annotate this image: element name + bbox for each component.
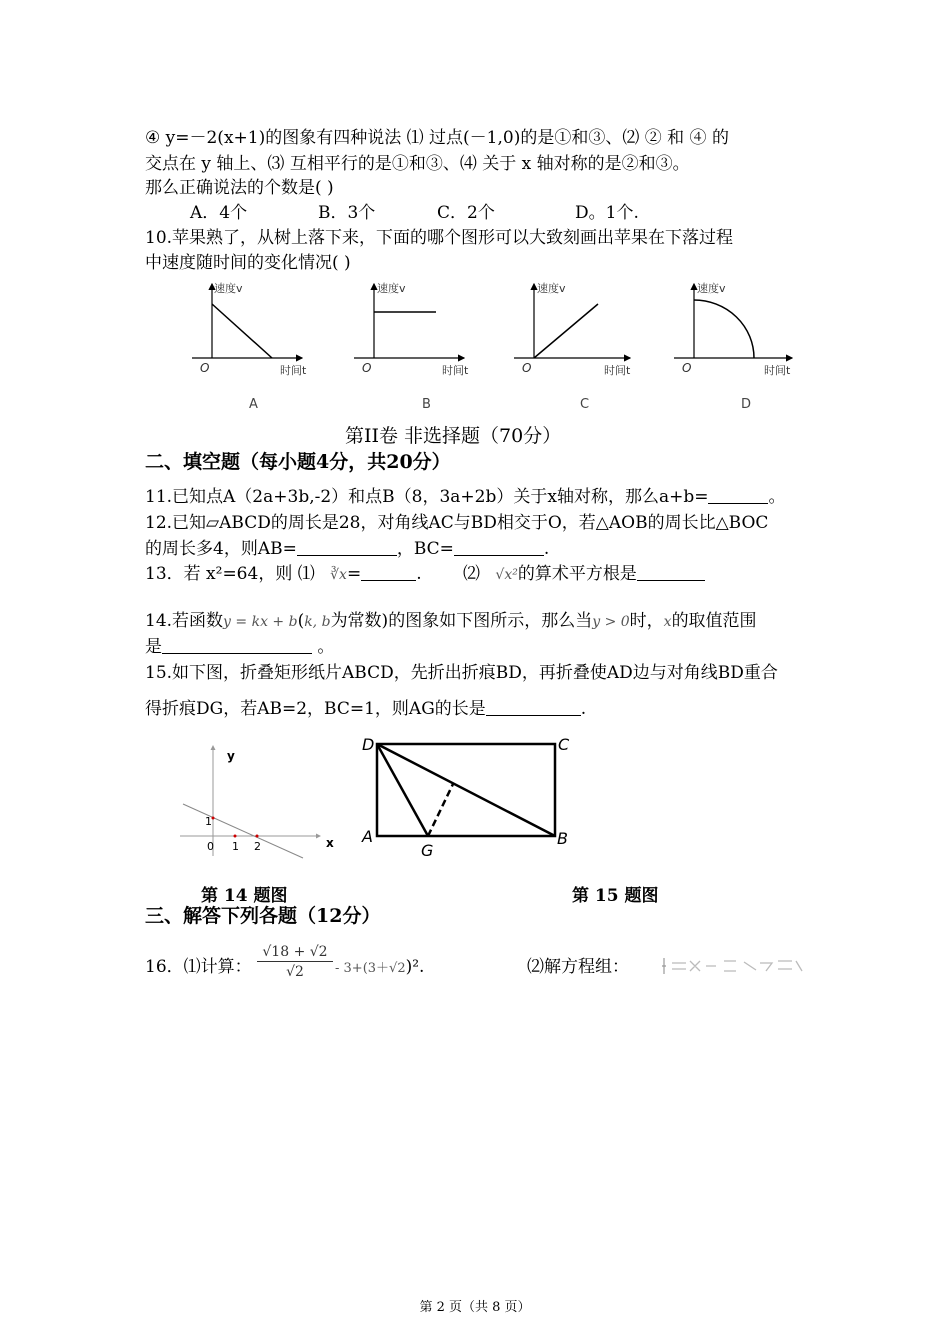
part2-title: 第II卷 非选择题（70分） [345,425,562,447]
q15-line1: 15.如下图，折叠矩形纸片ABCD，先折出折痕BD，再折叠使AD边与对角线BD重合 [145,663,778,683]
q12-text-c: . [543,539,550,559]
q13-eq: = [346,564,362,584]
q12-blank-ab [297,539,397,556]
q12-text-a: 的周长多4，则AB= [145,539,297,559]
equation-system-image [660,955,805,977]
q12-blank-bc [454,539,544,556]
q16-numerator: √18 + √2 [257,944,333,962]
q14-text-line2: 是 [145,637,162,657]
q16-text-b: - 3+(3＋ [335,961,390,976]
q12-line2 [145,538,549,560]
q10-graphs [180,276,820,416]
graph-c-xlabel: 时间t [604,364,631,377]
fig15-label-c: C [558,735,570,754]
q14-condition: y > 0 [592,614,630,630]
q14-text-d: 时， [629,611,664,631]
q13-cube-root: ∛x [330,567,347,583]
graph-d-xlabel: 时间t [764,364,791,377]
q9-line3: 那么正确说法的个数是( ) [145,178,334,198]
q16-denominator: √2 [286,964,304,980]
figure-14-caption: 第 14 题图 [201,886,288,906]
q13-dot: . [416,564,422,584]
q12-line1: 12.已知▱ABCD的周长是28，对角线AC与BD相交于O，若△AOB的周长比△BOC [145,513,769,533]
fig15-label-b: B [557,829,568,848]
q14-blank [162,637,312,654]
q16-expr [335,956,424,980]
graph-c-label: C [580,397,590,412]
q14-kb: k, b [304,614,331,630]
graph-a [192,281,307,412]
graph-b-ylabel: 速度v [377,282,406,295]
q10-line1: 10.苹果熟了，从树上落下来，下面的哪个图形可以大致刻画出苹果在下落过程 [145,228,734,248]
graph-d-label: D [741,397,752,412]
q13-blank-2 [637,564,705,581]
graph-c [514,281,631,412]
q11-line [145,486,785,508]
q16-text-a: 16．⑴计算： [145,957,252,977]
fig14-y-label: y [227,749,235,763]
q15-end: . [580,699,587,719]
q13-blank-1 [361,564,416,581]
q14-function: y = kx + b [223,614,298,630]
q9-line1: ④ y=－2(x+1)的图象有四种说法 ⑴ 过点(－1,0)的是①和③、⑵ ② 和 ④ 的 [145,128,729,148]
q14-text-c: 为常数)的图象如下图所示，那么当 [330,611,593,631]
q11-blank [708,487,768,504]
q14-line2 [145,636,334,658]
fig15-label-g: G [421,841,434,860]
q15-line2 [145,698,586,720]
graph-c-ylabel: 速度v [537,282,566,295]
page-footer: 第 2 页（共 8 页） [419,1300,531,1315]
q16-text-c: )². [405,957,425,977]
q14-paren: ( [297,611,305,631]
graph-d [674,281,792,412]
q14-text-a: 14.若函数 [145,611,224,631]
fig14-tick-x1: 1 [232,840,239,853]
graph-a-origin: O [200,361,210,375]
q9-line2: 交点在 y 轴上、⑶ 互相平行的是①和③、⑷ 关于 x 轴对称的是②和③。 [145,154,690,174]
figure-14 [175,740,345,860]
graph-b [354,281,469,412]
q13-sqrt: √x² [495,567,518,583]
section3-title: 三、解答下列各题（12分） [145,905,381,927]
q9-option-d: D。1个. [575,203,639,223]
q11-text: 11.已知点A（2a+3b,-2）和点B（8，3a+2b）关于x轴对称，那么a+b= [145,487,709,507]
q9-option-b: B．3个 [318,203,376,223]
graph-c-origin: O [522,361,532,375]
q9-option-a: A．4个 [190,203,248,223]
fig14-tick-x2: 2 [254,840,261,853]
figure-15-caption: 第 15 题图 [572,886,659,906]
fig14-tick-0: 0 [207,840,214,853]
graph-a-ylabel: 速度v [214,282,243,295]
q15-blank [486,699,581,716]
figure-15 [355,732,580,862]
q16-text-d: ⑵解方程组： [527,957,629,977]
graph-b-xlabel: 时间t [442,364,469,377]
q16-sqrt2: √2 [389,961,406,976]
q12-text-b: ，BC= [396,539,454,559]
q13-text-b: ⑵ [463,564,481,584]
fig15-label-a: A [362,827,373,846]
graph-b-label: B [422,397,431,412]
q16-fraction [257,944,333,980]
section2-title: 二、填空题（每小题4分，共20分） [145,451,451,473]
graph-a-xlabel: 时间t [280,364,307,377]
graph-b-origin: O [362,361,372,375]
graph-a-label: A [249,397,258,412]
q14-x: x [663,614,672,630]
q14-end: 。 [312,637,335,657]
q11-end: 。 [768,487,786,507]
q15-text: 得折痕DG，若AB=2，BC=1，则AG的长是 [145,699,486,719]
q13-text-c: 的算术平方根是 [517,564,637,584]
fig15-label-d: D [362,735,375,754]
q13-text-a: 13．若 x²=64，则 ⑴ [145,564,315,584]
graph-d-origin: O [682,361,692,375]
q10-line2: 中速度随时间的变化情况( ) [145,253,351,273]
q13-line [145,563,705,586]
q14-line1 [145,610,757,633]
fig14-x-label: x [326,836,334,850]
graph-d-ylabel: 速度v [697,282,726,295]
q9-option-c: C．2个 [437,203,495,223]
fig14-tick-y1: 1 [205,815,212,828]
q14-text-e: 的取值范围 [671,611,757,631]
